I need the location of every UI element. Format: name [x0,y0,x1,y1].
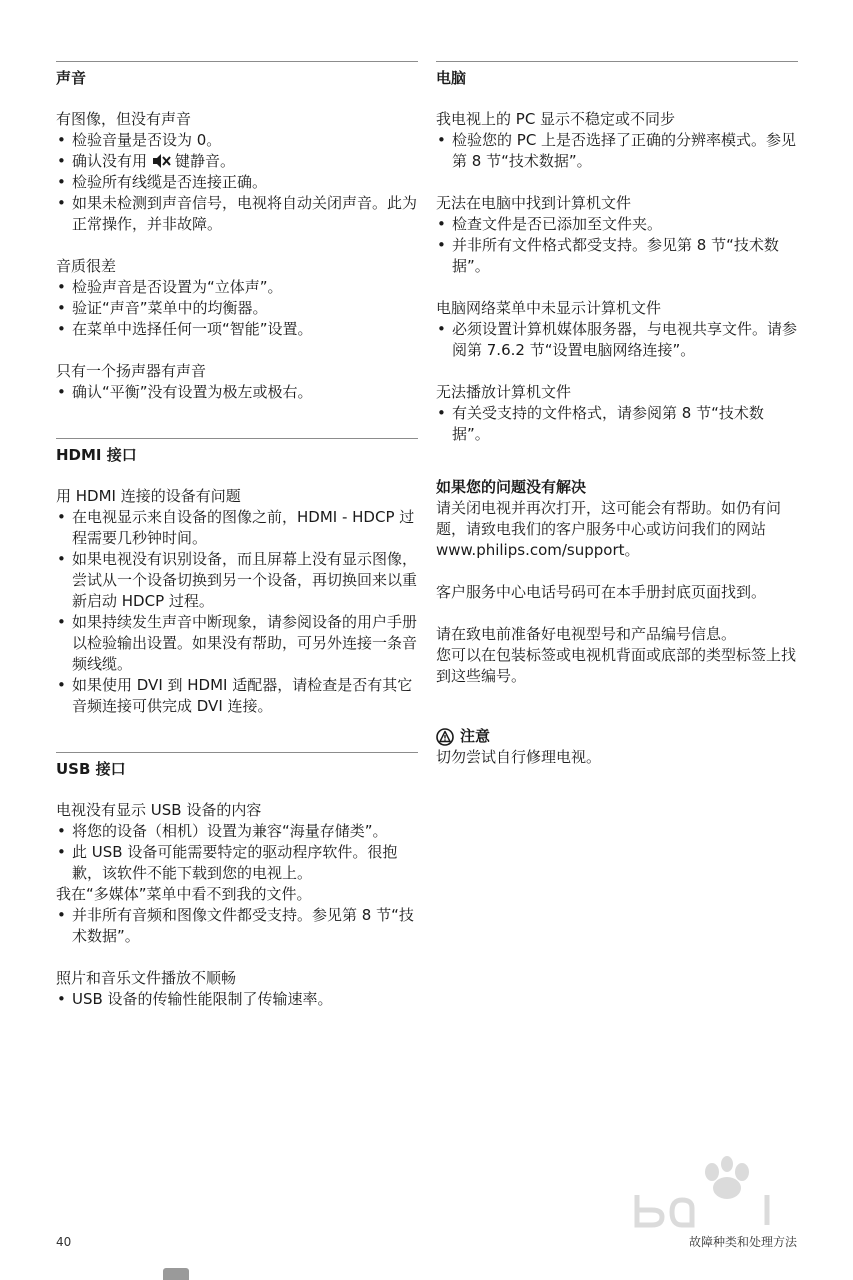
contact-heading: 如果您的问题没有解决 [436,478,587,496]
page-tab-marker [163,1268,189,1280]
solution-list [436,214,798,277]
issue-group [56,968,418,1010]
mute-text-after: 键静音。 [175,152,236,170]
issue-group [56,800,418,884]
solution-item: • 如果未检测到声音信号，电视将自动关闭声音。此为正常操作，并非故障。 [56,193,418,235]
issue-group [436,109,798,172]
solution-list [56,905,418,947]
caution-title [436,726,798,747]
solution-list [436,130,798,172]
usb-section [56,752,418,1010]
watermark-logo [617,1150,807,1235]
issue-question: 只有一个扬声器有声音 [56,362,207,380]
solution-list [436,403,798,445]
issue-question: 电视没有显示 USB 设备的内容 [56,801,262,819]
solution-item: • 将您的设备（相机）设置为兼容“海量存储类”。 [56,821,418,842]
caution-title-text: 注意 [460,727,491,745]
caution-text: 切勿尝试自行修理电视。 [436,748,602,766]
issue-question: 我在“多媒体”菜单中看不到我的文件。 [56,885,312,903]
chapter-title: 故障种类和处理方法 [688,1235,797,1249]
solution-item: • 必须设置计算机媒体服务器，与电视共享文件。请参阅第 7.6.2 节“设置电脑网络连接”。 [436,319,798,361]
issue-group [56,486,418,717]
page-number: 40 [56,1235,72,1249]
solution-item: • 此 USB 设备可能需要特定的驱动程序软件。很抱歉，该软件不能下载到您的电视上。 [56,842,418,884]
solution-list [436,319,798,361]
issue-group [56,256,418,340]
issue-question: 我电视上的 PC 显示不稳定或不同步 [436,110,676,128]
issue-group [56,109,418,235]
warning-icon [436,728,454,746]
solution-item [56,151,418,172]
solution-list [56,507,418,717]
pc-section [436,61,798,445]
section-title: HDMI 接口 [56,446,137,464]
mute-icon [151,153,171,169]
mute-text-before: 确认没有用 [72,152,148,170]
issue-question: 无法在电脑中找到计算机文件 [436,194,632,212]
issue-group [436,298,798,361]
section-title: 声音 [56,69,87,87]
issue-group [436,193,798,277]
issue-question: 照片和音乐文件播放不顺畅 [56,969,237,987]
solution-list [56,821,418,884]
contact-paragraph: 客户服务中心电话号码可在本手册封底页面找到。 [436,583,767,601]
solution-item: • 并非所有文件格式都受支持。参见第 8 节“技术数据”。 [436,235,798,277]
issue-question: 无法播放计算机文件 [436,383,572,401]
solution-list [56,989,418,1010]
right-column [436,61,798,768]
solution-item: • 检验音量是否设为 0。 [56,130,418,151]
contact-paragraph: 请在致电前准备好电视型号和产品编号信息。 [436,625,737,643]
solution-item: • 在菜单中选择任何一项“智能”设置。 [56,319,418,340]
solution-item: • 如果电视没有识别设备，而且屏幕上没有显示图像，尝试从一个设备切换到另一个设备，再切换回来以重新启动 HDCP 过程。 [56,549,418,612]
contact-paragraph: 您可以在包装标签或电视机背面或底部的类型标签上找到这些编号。 [436,646,797,685]
issue-group [56,361,418,403]
solution-item: • USB 设备的传输性能限制了传输速率。 [56,989,418,1010]
issue-question: 用 HDMI 连接的设备有问题 [56,487,241,505]
solution-item: • 检验您的 PC 上是否选择了正确的分辨率模式。参见第 8 节“技术数据”。 [436,130,798,172]
solution-item: • 有关受支持的文件格式，请参阅第 8 节“技术数据”。 [436,403,798,445]
contact-block [436,477,798,687]
issue-group [436,382,798,445]
contact-paragraph: 请关闭电视并再次打开，这可能会有帮助。如仍有问题，请致电我们的客户服务中心或访问我们的网站 www.philips.com/support。 [436,499,782,559]
solution-item: • 如果使用 DVI 到 HDMI 适配器，请检查是否有其它音频连接可供完成 DVI 连接。 [56,675,418,717]
section-title: USB 接口 [56,760,126,778]
issue-question: 有图像，但没有声音 [56,110,192,128]
solution-list [56,277,418,340]
solution-item: • 确认“平衡”没有设置为极左或极右。 [56,382,418,403]
solution-item: • 并非所有音频和图像文件都受支持。参见第 8 节“技术数据”。 [56,905,418,947]
solution-item: • 如果持续发生声音中断现象，请参阅设备的用户手册以检验输出设置。如果没有帮助，可另外连接一条音频线缆。 [56,612,418,675]
sound-section [56,61,418,403]
solution-list [56,130,418,235]
solution-item: • 验证“声音”菜单中的均衡器。 [56,298,418,319]
section-title: 电脑 [436,69,467,87]
solution-item: • 在电视显示来自设备的图像之前，HDMI - HDCP 过程需要几秒钟时间。 [56,507,418,549]
hdmi-section [56,438,418,717]
left-column [56,61,418,1045]
solution-item: • 检验声音是否设置为“立体声”。 [56,277,418,298]
caution-block [436,726,798,768]
solution-item: • 检验所有线缆是否连接正确。 [56,172,418,193]
solution-item: • 检查文件是否已添加至文件夹。 [436,214,798,235]
issue-group [56,884,418,947]
issue-question: 电脑网络菜单中未显示计算机文件 [436,299,662,317]
issue-question: 音质很差 [56,257,117,275]
solution-list [56,382,418,403]
